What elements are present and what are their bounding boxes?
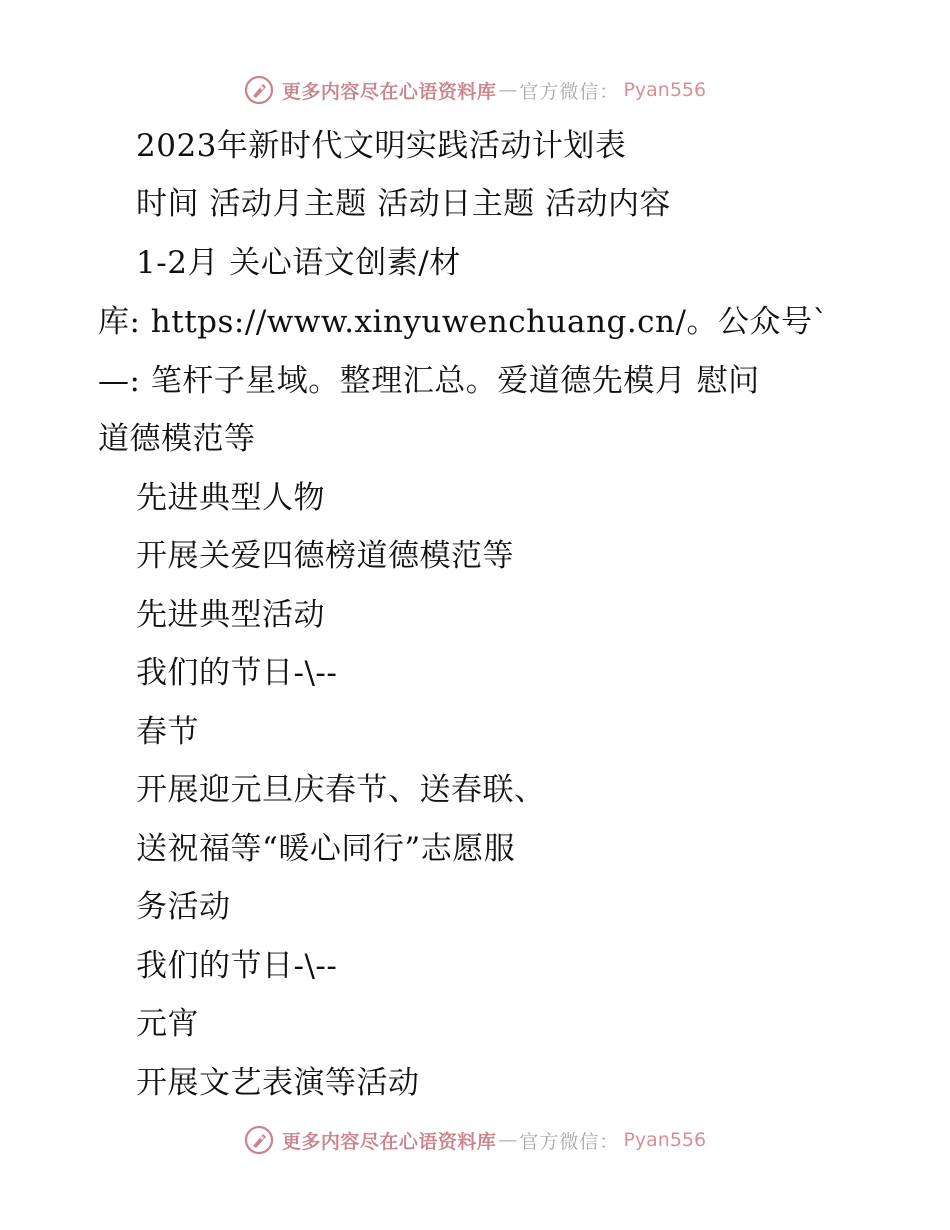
banner-wechat-label: 官方微信： — [519, 1130, 620, 1153]
document-line: 开展文艺表演等活动 — [136, 1065, 420, 1101]
document-line: 1-2月 关心语文创素/材 — [136, 245, 461, 281]
document-line: 开展关爱四德榜道德模范等 — [136, 538, 514, 574]
footer-watermark-banner — [0, 1120, 950, 1160]
banner-wechat-id: Pyan556 — [623, 1129, 707, 1151]
document-line: —: 笔杆子星域。整理汇总。爱道德先模月 慰问 — [98, 363, 760, 399]
document-line: 务活动 — [136, 889, 231, 925]
document-line: 先进典型活动 — [136, 597, 325, 633]
document-line: 时间 活动月主题 活动日主题 活动内容 — [136, 186, 672, 222]
document-line: 开展迎元旦庆春节、送春联、 — [136, 772, 546, 808]
document-title: 2023年新时代文明实践活动计划表 — [136, 128, 627, 164]
document-line: 春节 — [136, 714, 199, 750]
banner-separator: — — [498, 1129, 518, 1151]
document-line: 送祝福等“暖心同行”志愿服 — [136, 831, 516, 867]
pen-nib-logo-icon — [244, 1125, 274, 1155]
pen-nib-logo-icon — [244, 75, 274, 105]
document-line: 先进典型人物 — [136, 480, 325, 516]
document-line: 元宵 — [136, 1006, 199, 1042]
document-line: 道德模范等 — [98, 421, 256, 457]
document-line: 库: https://www.xinyuwenchuang.cn/。公众号` — [98, 304, 829, 340]
banner-main-text: 更多内容尽在心语资料库 — [281, 80, 497, 103]
document-line: 我们的节日-\-- — [136, 655, 338, 691]
banner-wechat-label: 官方微信： — [519, 80, 620, 103]
banner-wechat-id: Pyan556 — [623, 79, 707, 101]
header-watermark-banner — [0, 70, 950, 110]
banner-separator: — — [498, 79, 518, 101]
document-line: 我们的节日-\-- — [136, 948, 338, 984]
banner-main-text: 更多内容尽在心语资料库 — [281, 1130, 497, 1153]
